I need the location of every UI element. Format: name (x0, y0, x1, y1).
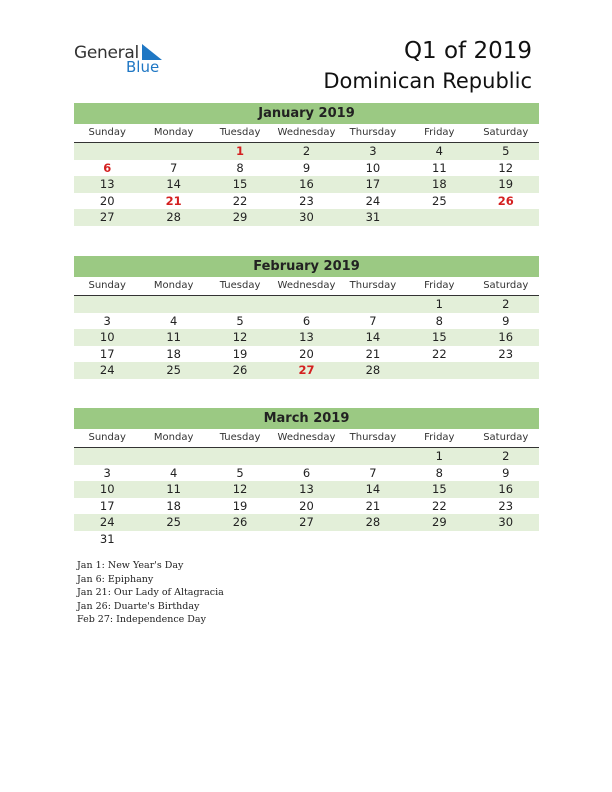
day-cell: 5 (236, 465, 244, 480)
day-cell: 10 (99, 482, 115, 496)
day-cell: 28 (365, 515, 381, 529)
empty-day-cell (340, 296, 406, 313)
month-calendar-january (74, 103, 539, 226)
week-row (74, 498, 539, 515)
empty-day-cell (273, 531, 339, 548)
weekday-label: Thursday (349, 280, 397, 291)
week-row (74, 296, 539, 313)
day-cell: 15 (432, 330, 447, 344)
empty-day-cell (273, 448, 339, 465)
weekday-label: Friday (424, 432, 455, 443)
empty-day-cell (406, 531, 472, 548)
empty-day-cell (406, 362, 472, 379)
day-cell: 16 (299, 177, 314, 191)
weekday-label: Monday (153, 280, 194, 291)
day-cell: 23 (299, 193, 314, 208)
day-cell: 8 (236, 160, 244, 175)
empty-day-cell (273, 296, 339, 313)
day-cell: 7 (369, 465, 377, 480)
weekday-label: Saturday (483, 127, 529, 138)
week-row (74, 514, 539, 531)
day-cell: 17 (365, 177, 381, 191)
week-row (74, 465, 539, 482)
page-title: Q1 of 2019 (403, 38, 532, 64)
day-cell: 4 (169, 313, 178, 328)
day-cell: 2 (502, 449, 510, 463)
day-cell: 25 (166, 363, 181, 377)
day-cell: 25 (432, 193, 447, 208)
day-cell: 31 (99, 531, 115, 546)
day-cell: 28 (166, 210, 181, 224)
weekday-label: Sunday (88, 127, 126, 138)
day-cell: 4 (435, 144, 443, 158)
day-cell: 9 (502, 313, 510, 328)
week-row (74, 209, 539, 226)
weekday-label: Friday (424, 127, 455, 138)
day-cell: 12 (232, 482, 248, 496)
day-cell: 19 (232, 346, 248, 361)
week-row (74, 176, 539, 193)
week-row (74, 160, 539, 177)
country-subtitle: Dominican Republic (323, 69, 532, 93)
weekday-label: Monday (153, 432, 194, 443)
weekday-label: Saturday (483, 432, 529, 443)
weekday-label: Tuesday (219, 280, 261, 291)
weekday-label: Thursday (349, 432, 397, 443)
day-cell: 30 (498, 515, 514, 529)
month-title: February 2019 (74, 256, 539, 277)
logo (74, 43, 174, 77)
holiday-note: Jan 26: Duarte's Birthday (77, 600, 200, 612)
holiday-note: Feb 27: Independence Day (77, 614, 206, 626)
day-cell: 17 (99, 346, 115, 361)
empty-day-cell (207, 531, 273, 548)
day-cell: 15 (232, 177, 248, 191)
day-cell: 27 (299, 515, 314, 529)
weekday-label: Wednesday (277, 280, 336, 291)
week-row (74, 362, 539, 379)
day-cell: 18 (432, 177, 447, 191)
day-cell: 8 (435, 313, 443, 328)
day-cell: 3 (369, 144, 377, 158)
day-cell: 22 (432, 498, 447, 513)
week-row (74, 481, 539, 498)
week-row (74, 531, 539, 548)
day-cell: 5 (502, 144, 510, 158)
empty-day-cell (473, 362, 539, 379)
day-cell: 18 (166, 346, 181, 361)
empty-day-cell (74, 143, 140, 160)
day-cell: 20 (299, 346, 314, 361)
day-cell: 4 (169, 465, 178, 480)
day-cell: 26 (232, 515, 248, 529)
weekday-label: Sunday (88, 280, 126, 291)
holiday-notes (77, 559, 224, 627)
day-cell: 3 (103, 313, 111, 328)
day-cell: 29 (232, 210, 248, 224)
empty-day-cell (207, 448, 273, 465)
day-cell: 21 (165, 193, 182, 208)
day-cell: 30 (299, 210, 314, 224)
day-cell: 7 (169, 160, 178, 175)
day-cell: 7 (369, 313, 377, 328)
day-cell: 26 (497, 193, 514, 208)
weekday-label: Tuesday (219, 127, 261, 138)
empty-day-cell (340, 531, 406, 548)
day-cell: 21 (365, 346, 381, 361)
day-cell: 20 (99, 193, 115, 208)
day-cell: 10 (99, 330, 115, 344)
holiday-note: Jan 1: New Year's Day (77, 560, 184, 571)
day-cell: 23 (498, 346, 514, 361)
empty-day-cell (340, 448, 406, 465)
weekday-label: Saturday (483, 280, 529, 291)
day-cell: 27 (298, 363, 315, 377)
day-cell: 11 (166, 330, 181, 344)
day-cell: 19 (498, 177, 514, 191)
day-cell: 12 (498, 160, 514, 175)
month-title: March 2019 (74, 408, 539, 429)
day-cell: 1 (236, 144, 245, 158)
empty-day-cell (74, 296, 140, 313)
weekday-label: Monday (153, 127, 194, 138)
day-cell: 14 (166, 177, 181, 191)
empty-day-cell (74, 448, 140, 465)
week-row (74, 346, 539, 363)
day-cell: 31 (365, 210, 381, 224)
day-cell: 15 (432, 482, 447, 496)
day-cell: 1 (435, 297, 443, 311)
empty-day-cell (207, 296, 273, 313)
empty-day-cell (473, 209, 539, 226)
month-calendar-february (74, 256, 539, 379)
empty-day-cell (140, 296, 206, 313)
day-cell: 2 (302, 144, 311, 158)
weekday-label: Wednesday (277, 127, 336, 138)
day-cell: 5 (236, 313, 244, 328)
day-cell: 16 (498, 330, 514, 344)
day-cell: 13 (299, 482, 314, 496)
day-cell: 19 (232, 498, 248, 513)
day-cell: 13 (299, 330, 314, 344)
empty-day-cell (140, 143, 206, 160)
day-cell: 11 (166, 482, 181, 496)
day-cell: 13 (99, 177, 115, 191)
empty-day-cell (406, 209, 472, 226)
month-calendar-march (74, 408, 539, 547)
day-cell: 1 (435, 449, 443, 463)
weekday-header-row (74, 124, 539, 143)
weekday-header-row (74, 277, 539, 296)
day-cell: 8 (435, 465, 443, 480)
logo-text-general: General (74, 43, 139, 63)
day-cell: 24 (99, 363, 115, 377)
empty-day-cell (473, 531, 539, 548)
day-cell: 24 (365, 193, 381, 208)
day-cell: 23 (498, 498, 514, 513)
day-cell: 20 (299, 498, 314, 513)
week-row (74, 329, 539, 346)
weekday-label: Thursday (349, 127, 397, 138)
week-row (74, 448, 539, 465)
weekday-label: Friday (424, 280, 455, 291)
day-cell: 6 (302, 313, 311, 328)
day-cell: 10 (365, 160, 381, 175)
day-cell: 22 (432, 346, 447, 361)
weekday-header-row (74, 429, 539, 448)
day-cell: 24 (99, 515, 115, 529)
day-cell: 14 (365, 482, 381, 496)
day-cell: 6 (103, 160, 112, 175)
day-cell: 27 (99, 210, 115, 224)
day-cell: 18 (166, 498, 181, 513)
day-cell: 26 (232, 363, 248, 377)
empty-day-cell (140, 448, 206, 465)
holiday-note: Jan 21: Our Lady of Altagracia (77, 587, 224, 599)
day-cell: 17 (99, 498, 115, 513)
day-cell: 6 (302, 465, 311, 480)
logo-text-blue: Blue (126, 58, 160, 76)
day-cell: 2 (502, 297, 510, 311)
weekday-label: Wednesday (277, 432, 336, 443)
holiday-note: Jan 6: Epiphany (77, 573, 154, 585)
day-cell: 14 (365, 330, 381, 344)
day-cell: 9 (502, 465, 510, 480)
week-row (74, 143, 539, 160)
empty-day-cell (140, 531, 206, 548)
day-cell: 11 (432, 160, 447, 175)
day-cell: 21 (365, 498, 381, 513)
weekday-label: Sunday (88, 432, 126, 443)
day-cell: 28 (365, 363, 381, 377)
day-cell: 9 (302, 160, 311, 175)
weekday-label: Tuesday (219, 432, 261, 443)
day-cell: 16 (498, 482, 514, 496)
day-cell: 12 (232, 330, 248, 344)
day-cell: 29 (432, 515, 447, 529)
day-cell: 22 (232, 193, 248, 208)
day-cell: 25 (166, 515, 181, 529)
week-row (74, 313, 539, 330)
week-row (74, 193, 539, 210)
month-title: January 2019 (74, 103, 539, 124)
day-cell: 3 (103, 465, 111, 480)
